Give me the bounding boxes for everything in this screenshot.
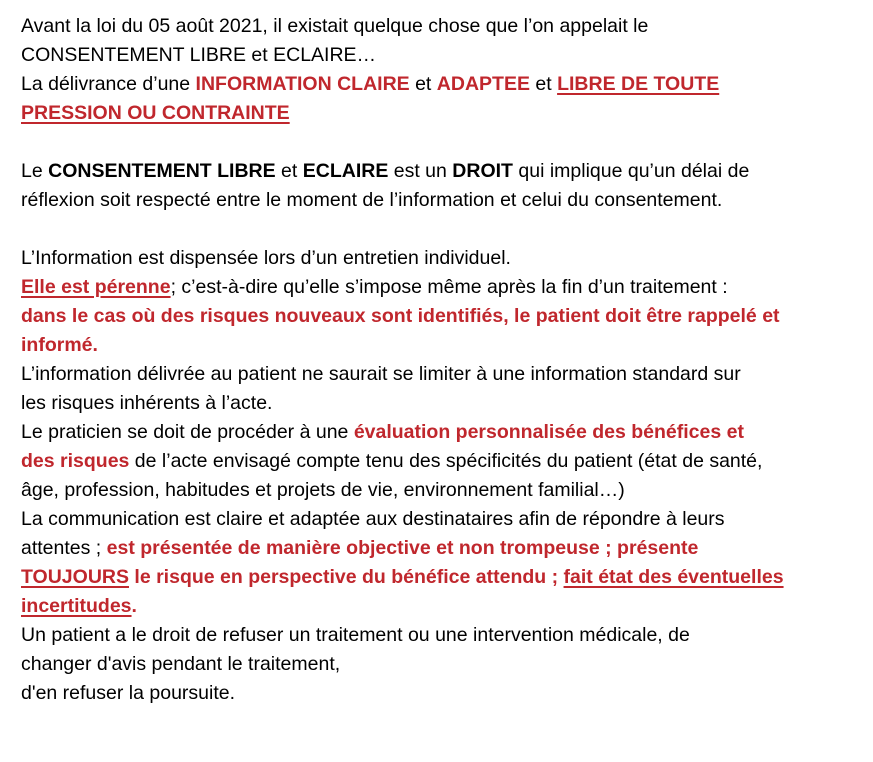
highlight-text: informé. bbox=[21, 334, 98, 356]
text-line bbox=[21, 563, 853, 592]
body-text: et bbox=[409, 73, 437, 95]
body-text: les risques inhérents à l’acte. bbox=[21, 392, 273, 414]
body-text: et bbox=[529, 73, 558, 95]
body-text: de l’acte envisagé compte tenu des spécificités du patient (état de santé, bbox=[129, 450, 763, 472]
body-text: Le bbox=[21, 160, 49, 182]
intro-text: Avant la loi du 05 août 2021, il existait quelque chose que l’on appelait le bbox=[21, 15, 649, 37]
text-line bbox=[21, 534, 853, 563]
bold-text: DROIT bbox=[452, 160, 513, 182]
body-text: d'en refuser la poursuite. bbox=[21, 682, 236, 704]
body-text: ; c’est-à-dire qu’elle s’impose même après la fin d’un traitement : bbox=[170, 276, 728, 298]
bold-text: CONSENTEMENT LIBRE bbox=[48, 160, 276, 182]
text-line bbox=[21, 592, 853, 621]
text-line bbox=[21, 331, 853, 360]
highlight-text: ADAPTEE bbox=[436, 73, 530, 95]
text-line bbox=[21, 418, 853, 447]
body-text: changer d'avis pendant le traitement, bbox=[21, 653, 341, 675]
body-text: La délivrance d’une bbox=[21, 73, 196, 95]
body-text: qui implique qu’un délai de bbox=[512, 160, 750, 182]
paragraph-gap bbox=[21, 128, 853, 157]
text-line bbox=[21, 505, 853, 534]
body-text: est un bbox=[388, 160, 453, 182]
text-line bbox=[21, 447, 853, 476]
text-line bbox=[21, 186, 853, 215]
text-line bbox=[21, 70, 853, 99]
text-line bbox=[21, 621, 853, 650]
body-text: attentes ; bbox=[21, 537, 107, 559]
text-line bbox=[21, 244, 853, 273]
text-line bbox=[21, 99, 853, 128]
highlight-text: . bbox=[131, 595, 137, 617]
text-line bbox=[21, 389, 853, 418]
paragraph-gap bbox=[21, 215, 853, 244]
body-text: et bbox=[275, 160, 303, 182]
body-text: La communication est claire et adaptée aux destinataires afin de répondre à leurs bbox=[21, 508, 725, 530]
text-line bbox=[21, 273, 853, 302]
bold-text: ECLAIRE bbox=[302, 160, 389, 182]
highlight-text: évaluation personnalisée des bénéfices et bbox=[353, 421, 744, 443]
body-text: Un patient a le droit de refuser un traitement ou une intervention médicale, de bbox=[21, 624, 690, 646]
highlight-underlined-text: LIBRE DE TOUTE bbox=[557, 73, 720, 95]
text-line bbox=[21, 302, 853, 331]
highlight-underlined-text: fait état des éventuelles bbox=[563, 566, 784, 588]
highlight-text: le risque en perspective du bénéfice attendu ; bbox=[129, 566, 564, 588]
highlight-underlined-text: TOUJOURS bbox=[21, 566, 129, 588]
highlight-text: INFORMATION CLAIRE bbox=[195, 73, 410, 95]
highlight-underlined-text: Elle est pérenne bbox=[21, 276, 171, 298]
highlight-text: est présentée de manière objective et non trompeuse ; présente bbox=[106, 537, 699, 559]
text-line bbox=[21, 157, 853, 186]
highlight-text: dans le cas où des risques nouveaux sont identifiés, le patient doit être rappelé et bbox=[21, 305, 780, 327]
text-line bbox=[21, 650, 853, 679]
text-line bbox=[21, 12, 853, 41]
body-text: L’Information est dispensée lors d’un entretien individuel. bbox=[21, 247, 511, 269]
body-text: âge, profession, habitudes et projets de vie, environnement familial…) bbox=[21, 479, 625, 501]
body-text: L’information délivrée au patient ne saurait se limiter à une information standard sur bbox=[21, 363, 741, 385]
text-line bbox=[21, 476, 853, 505]
text-line bbox=[21, 679, 853, 708]
body-text: Le praticien se doit de procéder à une bbox=[21, 421, 354, 443]
highlight-underlined-text: incertitudes bbox=[21, 595, 132, 617]
text-line bbox=[21, 41, 853, 70]
text-line bbox=[21, 360, 853, 389]
intro-text: CONSENTEMENT LIBRE et ECLAIRE… bbox=[21, 44, 377, 66]
body-text: réflexion soit respecté entre le moment de l’information et celui du consentement. bbox=[21, 189, 723, 211]
highlight-underlined-text: PRESSION OU CONTRAINTE bbox=[21, 102, 290, 124]
highlight-text: des risques bbox=[21, 450, 130, 472]
